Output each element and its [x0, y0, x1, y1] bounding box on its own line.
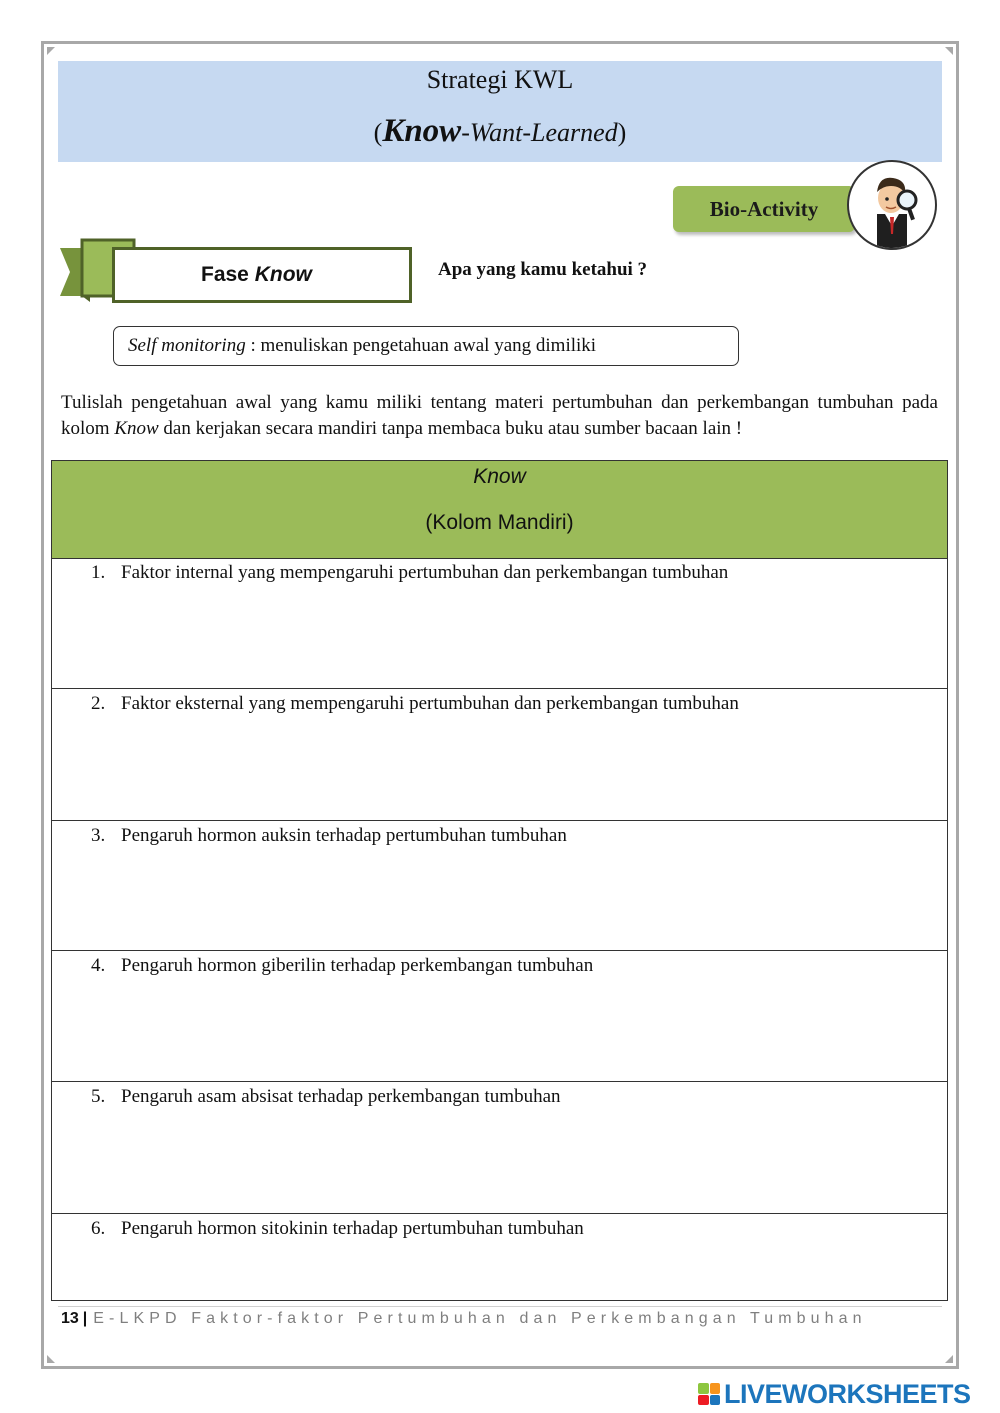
question-text: Faktor internal yang mempengaruhi pertumbuhan dan perkembangan tumbuhan [121, 562, 729, 583]
subtitle-rest: -Want-Learned [461, 118, 618, 147]
page-subtitle: (Know-Want-Learned) [373, 113, 627, 149]
question-text: Pengaruh asam absisat terhadap perkembangan tumbuhan [121, 1086, 561, 1107]
phase-label: Fase Know [112, 247, 412, 303]
header-know: Know [473, 465, 526, 488]
answer-row-1[interactable]: 1. Faktor internal yang mempengaruhi pertumbuhan dan perkembangan tumbuhan [52, 558, 947, 689]
self-monitoring-note: Self monitoring : menuliskan pengetahuan awal yang dimiliki [113, 326, 739, 366]
phase-question: Apa yang kamu ketahui ? [438, 259, 648, 280]
subtitle-know: Know [382, 113, 462, 149]
detective-magnifier-icon [847, 160, 937, 250]
question-text: Pengaruh hormon auksin terhadap pertumbuhan tumbuhan [121, 825, 567, 846]
footer-divider [58, 1306, 942, 1307]
footer-title: E-LKPD Faktor-faktor Pertumbuhan dan Perkembangan Tumbuhan [93, 1310, 867, 1327]
answer-row-5[interactable]: 5. Pengaruh asam absisat terhadap perkembangan tumbuhan [52, 1082, 947, 1214]
page-footer: 13 | E-LKPD Faktor-faktor Pertumbuhan dan Perkembangan Tumbuhan [61, 1310, 867, 1327]
know-table-header [52, 461, 947, 559]
title-banner [58, 61, 942, 162]
answer-row-2[interactable]: 2. Faktor eksternal yang mempengaruhi pertumbuhan dan perkembangan tumbuhan [52, 689, 947, 821]
instruction-paragraph: Tulislah pengetahuan awal yang kamu miliki tentang materi pertumbuhan dan perkembangan tumbuhan pada kolom Know dan kerjakan secara mandiri tanpa membaca buku atau sumber bacaan lain ! [61, 392, 938, 439]
liveworksheets-watermark [698, 1379, 971, 1409]
corner-decoration [945, 47, 953, 55]
watermark-text: LIVEWORKSHEETS [724, 1378, 971, 1409]
corner-decoration [47, 1355, 55, 1363]
page-title: Strategi KWL [426, 65, 574, 94]
question-text: Pengaruh hormon giberilin terhadap perkembangan tumbuhan [121, 955, 594, 976]
corner-decoration [47, 47, 55, 55]
answer-row-3[interactable]: 3. Pengaruh hormon auksin terhadap pertumbuhan tumbuhan [52, 821, 947, 951]
know-table [51, 460, 948, 1301]
answer-row-4[interactable]: 4. Pengaruh hormon giberilin terhadap perkembangan tumbuhan [52, 951, 947, 1082]
question-text: Faktor eksternal yang mempengaruhi pertumbuhan dan perkembangan tumbuhan [121, 693, 739, 714]
question-text: Pengaruh hormon sitokinin terhadap pertumbuhan tumbuhan [121, 1218, 584, 1239]
liveworksheets-logo-icon [698, 1383, 720, 1405]
answer-row-6[interactable]: 6. Pengaruh hormon sitokinin terhadap pertumbuhan tumbuhan [91, 1218, 584, 1239]
corner-decoration [945, 1355, 953, 1363]
header-kolom-mandiri: (Kolom Mandiri) [425, 511, 574, 534]
bio-activity-badge: Bio-Activity [673, 186, 855, 232]
page-number: 13 [61, 1310, 79, 1327]
